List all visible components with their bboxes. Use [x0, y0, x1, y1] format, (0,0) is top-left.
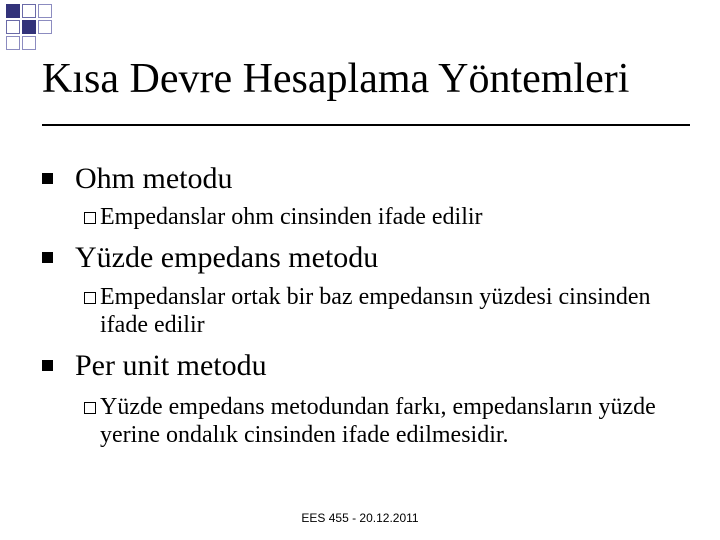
sub-bullet-item [84, 393, 690, 449]
bullet-text: Ohm metodu [75, 162, 233, 195]
square-bullet-icon [42, 252, 53, 263]
square-bullet-icon [42, 360, 53, 371]
slide-title: Kısa Devre Hesaplama Yöntemleri [42, 56, 630, 102]
decor-square [6, 4, 20, 18]
bullet-text: Per unit metodu [75, 349, 267, 382]
sub-bullet-item [84, 283, 690, 339]
decor-square [22, 36, 36, 50]
hollow-square-bullet-icon [84, 402, 96, 414]
sub-bullet-text: Empedanslar ortak bir baz empedansın yüzdesi cinsinden ifade edilir [100, 284, 651, 338]
bullet-text: Yüzde empedans metodu [75, 241, 379, 274]
sub-bullet-text: Empedanslar ohm cinsinden ifade edilir [100, 204, 483, 230]
square-bullet-icon [42, 173, 53, 184]
sub-bullet-text: Yüzde empedans metodundan farkı, empedansların yüzde yerine ondalık cinsinden ifade edilmesidir. [100, 394, 656, 448]
decor-square [22, 20, 36, 34]
bullet-item [42, 161, 233, 197]
hollow-square-bullet-icon [84, 292, 96, 304]
decor-square [6, 36, 20, 50]
bullet-item [42, 348, 267, 384]
title-divider [42, 124, 690, 126]
sub-bullet-item [84, 203, 690, 231]
hollow-square-bullet-icon [84, 212, 96, 224]
slide-footer: EES 455 - 20.12.2011 [301, 511, 419, 525]
decor-square [38, 20, 52, 34]
bullet-item [42, 240, 378, 276]
decor-square [38, 4, 52, 18]
decor-square [6, 20, 20, 34]
decor-square [22, 4, 36, 18]
